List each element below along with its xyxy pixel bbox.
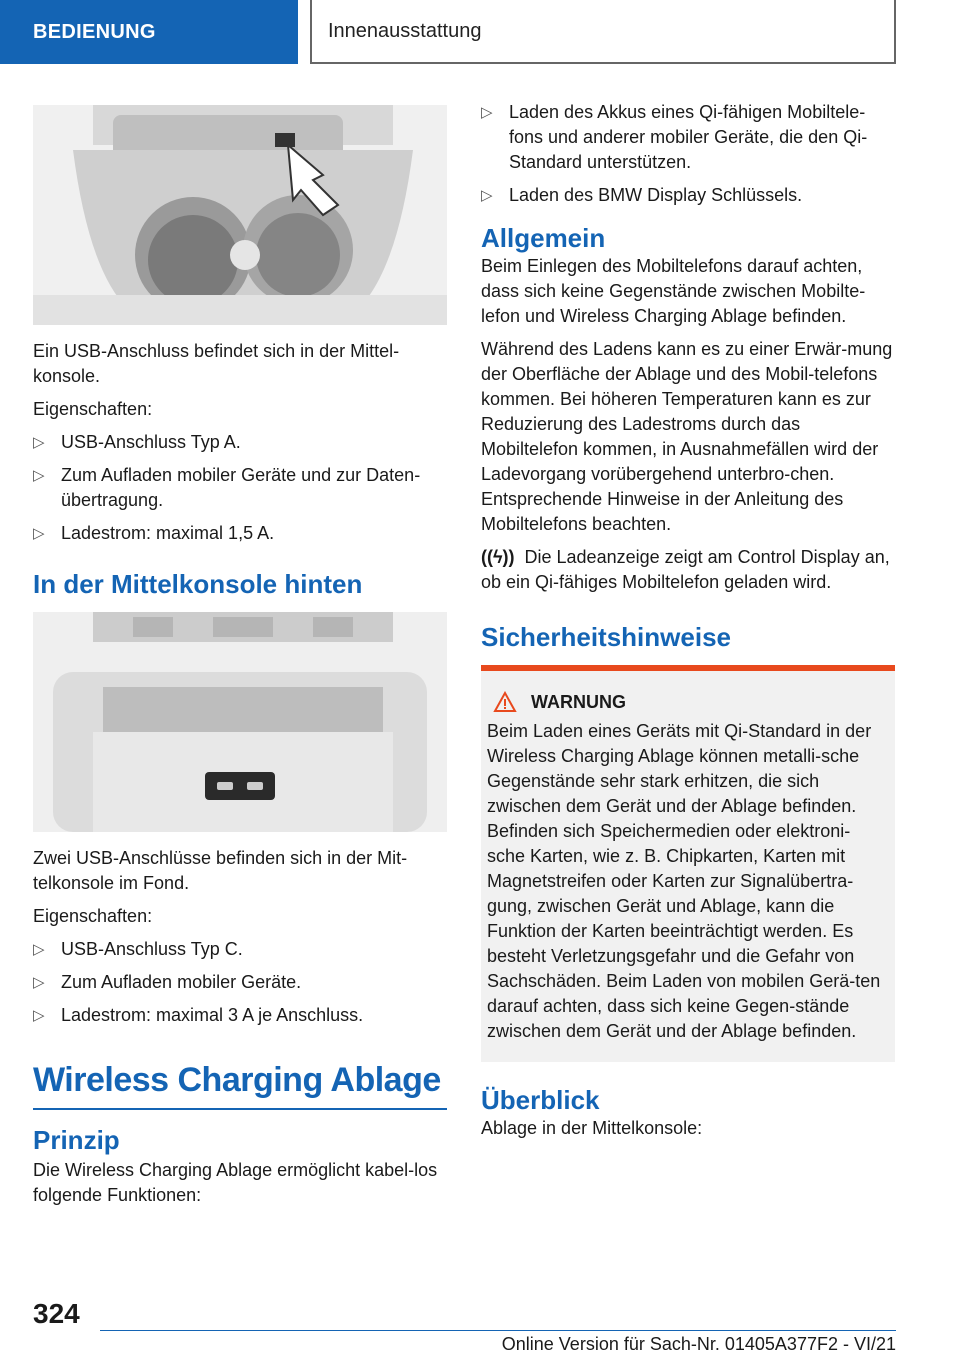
warning-title: WARNUNG	[531, 691, 626, 712]
props-label-1: Eigenschaften:	[33, 399, 153, 419]
heading-prinzip: Prinzip	[33, 1125, 120, 1155]
triangle-bullet-icon: ▷	[33, 1007, 45, 1024]
warning-triangle-icon	[493, 691, 517, 713]
list-item: ▷ Ladestrom: maximal 3 A je Anschluss.	[33, 1003, 447, 1028]
heading-mittelkonsole-hinten: In der Mittelkonsole hinten	[33, 569, 363, 599]
heading-sicherheitshinweise: Sicherheitshinweise	[481, 622, 731, 652]
section-tab: BEDIENUNG	[0, 0, 298, 64]
triangle-bullet-icon: ▷	[33, 467, 45, 484]
triangle-bullet-icon: ▷	[33, 434, 45, 451]
triangle-bullet-icon: ▷	[33, 974, 45, 991]
warning-text: Beim Laden eines Geräts mit Qi-Standard in der Wireless Charging Ablage können metalli-sche Gegenstände sehr stark erhitzen, die sich zwischen dem Gerät und der Ablage befinden. Befinden sich Speichermedien oder elektroni-sche Karten, wie z. B. Chipkarten, Karten mit Magnetstreifen oder Karten zur Signalübertra-gung, zwischen Gerät und Ablage, kann die Funktion der Karten beeinträchtigt werden. Es besteht Verletzungsgefahr und die Gefahr von Sachschäden. Beim Laden von mobilen Gerä-ten darauf achten, dass sich keine Gegen-stände zwischen dem Gerät und der Ablage befinden.	[487, 721, 881, 1041]
page-title: Wireless Charging Ablage	[33, 1061, 441, 1099]
warning-box	[481, 665, 895, 1062]
chapter-title: Innenausstattung	[310, 0, 896, 64]
functions-list	[481, 100, 895, 208]
props-label-2: Eigenschaften:	[33, 906, 153, 926]
caption-usb-rear: Zwei USB-Anschlüsse befinden sich in der Mit-telkonsole im Fond.	[33, 848, 408, 893]
triangle-bullet-icon: ▷	[33, 525, 45, 542]
right-column	[481, 100, 895, 1149]
ueberblick-text: Ablage in der Mittelkonsole:	[481, 1118, 703, 1138]
prinzip-text: Die Wireless Charging Ablage ermöglicht kabel-los folgende Funktionen:	[33, 1160, 438, 1205]
page-number: 324	[33, 1298, 80, 1329]
footer-text: Online Version für Sach-Nr. 01405A377F2 - VI/21	[501, 1334, 896, 1354]
footer-divider	[100, 1330, 896, 1331]
heading-ueberblick: Überblick	[481, 1085, 600, 1115]
props-list-1	[33, 430, 447, 546]
props-list-2	[33, 937, 447, 1028]
heading-allgemein: Allgemein	[481, 223, 606, 253]
usb-rear-photo	[33, 612, 447, 832]
list-item: ▷ USB-Anschluss Typ C.	[33, 937, 447, 962]
list-item: ▷ Zum Aufladen mobiler Geräte und zur Daten-übertragung.	[33, 465, 421, 510]
triangle-bullet-icon: ▷	[481, 187, 493, 204]
usb-front-photo	[33, 105, 447, 325]
caption-usb-front: Ein USB-Anschluss befindet sich in der Mittel-konsole.	[33, 341, 400, 386]
charge-indicator-row	[481, 545, 895, 603]
triangle-bullet-icon: ▷	[481, 104, 493, 121]
left-column	[33, 105, 447, 1216]
main-heading-block	[33, 1058, 447, 1110]
list-item: ▷ USB-Anschluss Typ A.	[33, 430, 447, 455]
list-item: ▷ Ladestrom: maximal 1,5 A.	[33, 521, 447, 546]
wireless-charging-icon: ((ϟ))	[481, 547, 515, 567]
allgemein-p1: Beim Einlegen des Mobiltelefons darauf achten, dass sich keine Gegenstände zwischen Mobilte-lefon und Wireless Charging Ablage befinden.	[481, 256, 866, 326]
triangle-bullet-icon: ▷	[33, 941, 45, 958]
list-item: ▷ Laden des Akkus eines Qi-fähigen Mobiltele-fons und anderer mobiler Geräte, die den Qi-Standard unterstützen.	[481, 102, 868, 172]
allgemein-p2: Während des Ladens kann es zu einer Erwär-mung der Oberfläche der Ablage und des Mobil-telefons kommen. Bei höheren Temperaturen kann es zur Reduzierung des Ladestroms durch das Mobiltelefon kommen, in Ausnahmefällen wird der Ladevorgang vorübergehend unterbro-chen. Entsprechende Hinweise in der Anleitung des Mobiltelefons beachten.	[481, 339, 893, 534]
list-item: ▷ Laden des BMW Display Schlüssels.	[481, 183, 895, 208]
list-item: ▷ Zum Aufladen mobiler Geräte.	[33, 970, 447, 995]
allgemein-p3: Die Ladeanzeige zeigt am Control Display an, ob ein Qi-fähiges Mobiltelefon geladen wird.	[481, 547, 890, 592]
